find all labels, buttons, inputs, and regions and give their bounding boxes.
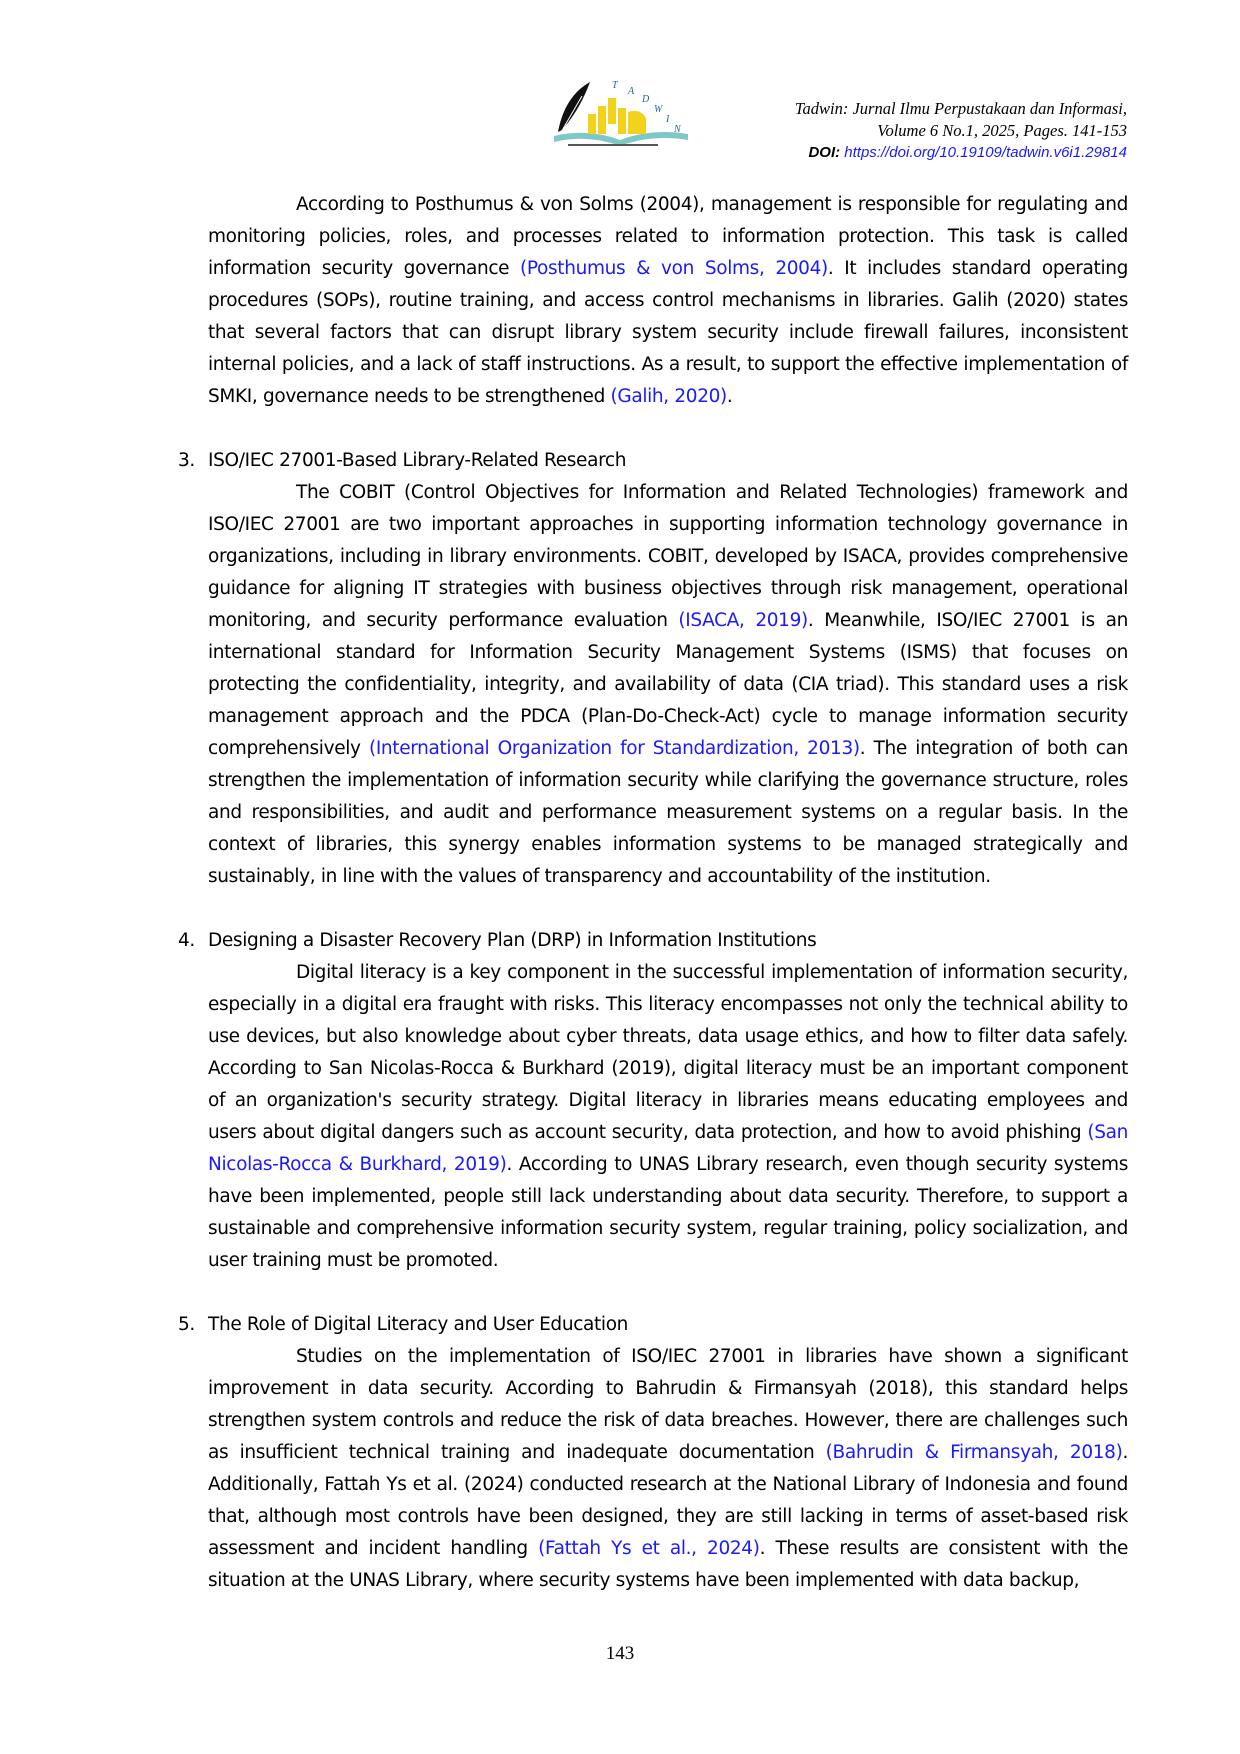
journal-header-info <box>795 98 1127 164</box>
section-paragraph: The COBIT (Control Objectives for Information and Related Technologies) framework and ISO/IEC 27001 are two important approaches in supporting information technology governance in organizations, including in library environments. COBIT, developed by ISACA, provides comprehensive guidance for aligning IT strategies with business objectives through risk management, operational monitoring, and security performance evaluation (ISACA, 2019). Meanwhile, ISO/IEC 27001 is an international standard for Information Security Management Systems (ISMS) that focuses on protecting the confidentiality, integrity, and availability of data (CIA triad). This standard uses a risk management approach and the PDCA (Plan-Do-Check-Act) cycle to manage information security comprehensively (International Organization for Standardization, 2013). The integration of both can strengthen the implementation of information security while clarifying the governance structure, roles and responsibilities, and audit and performance measurement systems on a regular basis. In the context of libraries, this synergy enables information systems to be managed strategically and sustainably, in line with the values of transparency and accountability of the institution. <box>208 482 1128 887</box>
article-body <box>178 189 1129 1597</box>
citation-link[interactable]: (Bahrudin & Firmansyah, 2018) <box>825 1442 1123 1463</box>
citation-link[interactable]: (Galih, 2020) <box>610 386 727 407</box>
section-4 <box>178 925 1128 1277</box>
svg-text:N: N <box>674 124 681 135</box>
section-title: Designing a Disaster Recovery Plan (DRP) in Information Institutions <box>208 930 817 951</box>
section-heading <box>178 445 1128 477</box>
svg-text:I: I <box>666 114 670 125</box>
journal-title: Tadwin: Jurnal Ilmu Perpustakaan dan Informasi, <box>794 99 1127 118</box>
journal-logo <box>548 78 694 154</box>
doi-label: DOI: <box>808 144 841 161</box>
section-3 <box>178 445 1128 893</box>
tadwin-logo-graphic <box>548 78 694 154</box>
intro-paragraph: According to Posthumus & von Solms (2004), management is responsible for regulating and monitoring policies, roles, and processes related to information protection. This task is called information security governance (Posthumus & von Solms, 2004). It includes standard operating procedures (SOPs), routine training, and access control mechanisms in libraries. Galih (2020) states that several factors that can disrupt library system security include firewall failures, inconsistent internal policies, and a lack of staff instructions. As a result, to support the effective implementation of SMKI, governance needs to be strengthened (Galih, 2020). <box>208 194 1129 407</box>
section-number: 5. <box>178 1314 195 1335</box>
section-paragraph: Studies on the implementation of ISO/IEC 27001 in libraries have shown a significant improvement in data security. According to Bahrudin & Firmansyah (2018), this standard helps strengthen system controls and reduce the risk of data breaches. However, there are challenges such as insufficient technical training and inadequate documentation (Bahrudin & Firmansyah, 2018). Additionally, Fattah Ys et al. (2024) conducted research at the National Library of Indonesia and found that, although most controls have been designed, they are still lacking in terms of asset-based risk assessment and incident handling (Fattah Ys et al., 2024). These results are consistent with the situation at the UNAS Library, where security systems have been implemented with data backup, <box>208 1346 1128 1591</box>
svg-text:W: W <box>654 104 663 115</box>
section-heading <box>178 925 1128 957</box>
section-title: The Role of Digital Literacy and User Education <box>208 1314 629 1335</box>
citation-link[interactable]: (International Organization for Standardization, 2013) <box>368 738 860 759</box>
citation-link[interactable]: (Posthumus & von Solms, 2004) <box>520 258 828 279</box>
journal-volume: Volume 6 No.1, 2025, Pages. 141-153 <box>877 121 1127 140</box>
section-heading <box>178 1309 1128 1341</box>
citation-link[interactable]: (ISACA, 2019) <box>678 610 808 631</box>
section-paragraph: Digital literacy is a key component in the successful implementation of information security, especially in a digital era fraught with risks. This literacy encompasses not only the technical ability to use devices, but also knowledge about cyber threats, data usage ethics, and how to filter data safely. According to San Nicolas-Rocca & Burkhard (2019), digital literacy must be an important component of an organization's security strategy. Digital literacy in libraries means educating employees and users about digital dangers such as account security, data protection, and how to avoid phishing (San Nicolas-Rocca & Burkhard, 2019). According to UNAS Library research, even though security systems have been implemented, people still lack understanding about data security. Therefore, to support a sustainable and comprehensive information security system, regular training, policy socialization, and user training must be promoted. <box>208 962 1128 1271</box>
citation-link[interactable]: (San Nicolas-Rocca & Burkhard, 2019) <box>208 1122 1128 1175</box>
svg-text:D: D <box>642 94 650 105</box>
doi-line <box>795 142 1127 164</box>
page-number: 143 <box>605 1643 635 1664</box>
section-5 <box>178 1309 1128 1597</box>
section-title: ISO/IEC 27001-Based Library-Related Research <box>208 450 627 471</box>
section-number: 4. <box>178 930 195 951</box>
section-number: 3. <box>178 450 195 471</box>
doi-link[interactable]: https://doi.org/10.19109/tadwin.v6i1.29814 <box>844 144 1127 161</box>
citation-link[interactable]: (Fattah Ys et al., 2024) <box>538 1538 760 1559</box>
svg-text:T: T <box>612 80 618 91</box>
svg-text:A: A <box>628 86 635 97</box>
